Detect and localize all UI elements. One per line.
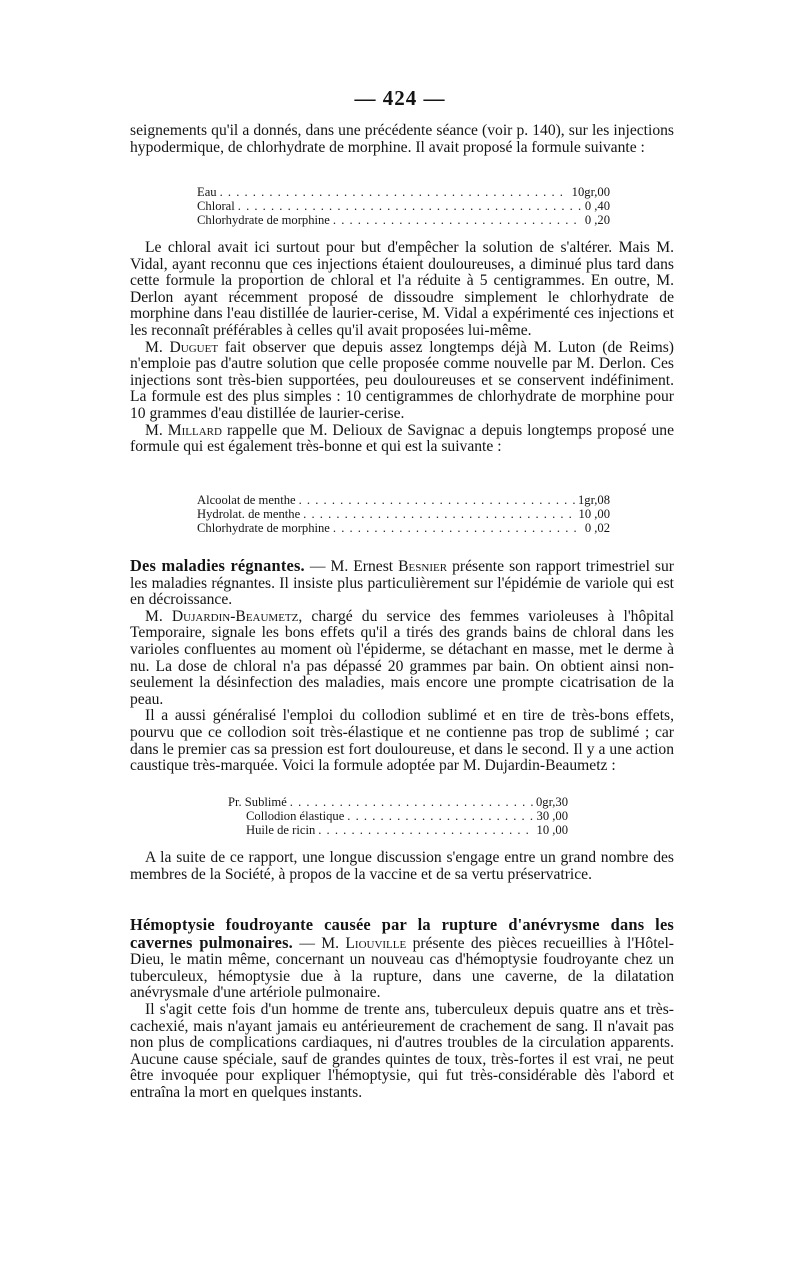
section-hemoptysie: [130, 917, 674, 1102]
author-name: Liouville: [345, 934, 407, 952]
paragraph-duguet: M. Duguet fait observer que depuis assez longtemps déjà M. Luton (de Reims) n'emploie pas d'autre solution que celle proposée comme nouvelle par M. Derlon. Ces injections sont très-bien supportées, peu douloureuses et se conservent indéfiniment. La formule est des plus simples : 10 centigrammes de chlorhydrate de morphine pour 10 grammes d'eau distillée de laurier-cerise.: [130, 338, 674, 422]
paragraph-1: [130, 123, 674, 156]
formula-3: [228, 795, 568, 838]
ingredient-amount: 10 ,00: [578, 507, 610, 522]
ingredient-amount: 0gr,30: [535, 795, 568, 809]
paragraph-text: seignements qu'il a donnés, dans une précédente séance (voir p. 140), sur les injections hypodermique, de chlorhydrate de morphine. Il avait proposé la formule suivante :: [130, 122, 674, 156]
formula-row: [228, 809, 568, 823]
page-number: — 424 —: [354, 86, 446, 110]
section-heading: Des maladies régnantes.: [130, 556, 305, 575]
ingredient-amount: 30 ,00: [536, 809, 568, 824]
ingredient-name: Eau: [197, 185, 217, 199]
leader-dots: [333, 521, 582, 535]
ingredient-amount: 10 ,00: [536, 823, 568, 838]
leader-dots: [318, 823, 533, 837]
formula-row: [197, 507, 610, 521]
leader-dots: [299, 493, 575, 507]
ingredient-name: Pr. Sublimé: [228, 795, 287, 809]
paragraph-text: Il s'agit cette fois d'un homme de trente ans, tuberculeux depuis quatre ans et très-cachexié, mais n'ayant jamais eu antérieurement de crachement de sang. Il n'avait pas non plus de complications cardiaques, ni d'autres troubles de la circulation apparents. Aucune cause spéciale, sauf de grandes quintes de toux, très-fortes il est vrai, ne peut être invoquée pour expliquer l'hémoptysie, qui fut très-considérable dès l'abord et entraîna la mort en quelques instants.: [130, 1000, 674, 1101]
ingredient-name: Alcoolat de menthe: [197, 493, 296, 507]
formula-1: [197, 185, 610, 228]
ingredient-name: Hydrolat. de menthe: [197, 507, 301, 522]
paragraph-text: Il a aussi généralisé l'emploi du collodion sublimé et en tire de très-bons effets, pourvu que ce collodion soit très-élastique et ne contienne pas trop de sublimé ; car dans le premier cas sa pression est fort douloureuse, et dans le second. Il y a une action caustique très-marquée. Voici la formule adoptée par M. Dujardin-Beaumetz :: [130, 707, 674, 775]
formula-2: [197, 493, 610, 536]
paragraph-liouville: Hémoptysie foudroyante causée par la rupture d'anévrysme dans les cavernes pulmonaires. — M. Liouville présente des pièces recueillies à l'Hôtel-Dieu, le matin même, concernant un nouveau cas d'hémoptysie foudroyante chez un tuberculeux, hémoptysie due à la rupture, dans une caverne, de la dilatation anévrysmale d'une artériole pulmonaire.: [130, 915, 674, 1002]
leader-dots: [290, 795, 533, 809]
leader-dots: [220, 185, 569, 199]
ingredient-name: Huile de ricin: [246, 823, 316, 838]
paragraph-group-2: [130, 240, 674, 456]
ingredient-name: Chlorhydrate de morphine: [197, 521, 330, 536]
paragraph-text: A la suite de ce rapport, une longue discussion s'engage entre un grand nombre des membres de la Société, à propos de la vaccine et de sa vertu préservatrice.: [130, 849, 674, 883]
formula-row: [228, 823, 568, 837]
paragraph-text: Le chloral avait ici surtout pour but d'empêcher la solution de s'altérer. Mais M. Vidal, ayant reconnu que ces injections étaient douloureuses, a diminué plus tard dans cette formule la proportion de chloral et l'a réduite à 5 centigrammes. En outre, M. Derlon ayant récemment proposé de dissoudre simplement le chlorhydrate de morphine dans l'eau distillée de laurier-cerise, M. Vidal a expérimenté ces injections et les reconnaît préférables à celles qu'il avait proposées lui-même.: [130, 239, 674, 339]
paragraph-discussion: [130, 850, 674, 883]
section-heading: Hémoptysie foudroyante causée par la rupture d'anévrysme dans les cavernes pulmonaires.: [130, 915, 674, 952]
formula-row: [197, 521, 610, 535]
leader-dots: [333, 213, 582, 227]
formula-row: [197, 493, 610, 507]
ingredient-amount: 0 ,20: [584, 213, 610, 228]
formula-row: [197, 199, 610, 213]
paragraph-dujardin: M. Dujardin-Beaumetz, chargé du service des femmes varioleuses à l'hôpital Temporaire, signale les bons effets qu'il a tirés des grands bains de chloral dans les varioles confluentes au moment où l'épiderme, se détachant en masse, met le derme à nu. La dose de chloral n'a pas dépassé 20 grammes par bain. On obtient ainsi non-seulement la désinfection des maladies, mais encore une prompte cicatrisation de la peau.: [130, 607, 674, 708]
ingredient-name: Chloral: [197, 199, 235, 214]
paragraph-besnier: Des maladies régnantes. — M. Ernest Besnier présente son rapport trimestriel sur les maladies régnantes. Il insiste plus particulièrement sur l'épidémie de variole qui est en décroissance.: [130, 556, 674, 609]
author-name: Besnier: [398, 558, 448, 575]
leader-dots: [238, 199, 582, 213]
paragraph-millard: M. Millard rappelle que M. Delioux de Savignac a depuis longtemps proposé une formule qui est également très-bonne et qui est la suivante :: [130, 421, 674, 456]
ingredient-amount: 1gr,08: [577, 493, 610, 507]
ingredient-name: Chlorhydrate de morphine: [197, 213, 330, 228]
ingredient-amount: 0 ,40: [584, 199, 610, 214]
ingredient-amount: 10gr,00: [571, 185, 610, 199]
author-name: Dujardin-Beaumetz: [171, 607, 299, 625]
author-name: Millard: [167, 421, 222, 439]
formula-row: [228, 795, 568, 809]
author-name: Duguet: [169, 338, 219, 356]
ingredient-name: Collodion élastique: [246, 809, 345, 824]
leader-dots: [347, 809, 533, 823]
leader-dots: [303, 507, 575, 521]
section-maladies: [130, 558, 674, 775]
formula-row: [197, 185, 610, 199]
formula-row: [197, 213, 610, 227]
ingredient-amount: 0 ,02: [584, 521, 610, 536]
